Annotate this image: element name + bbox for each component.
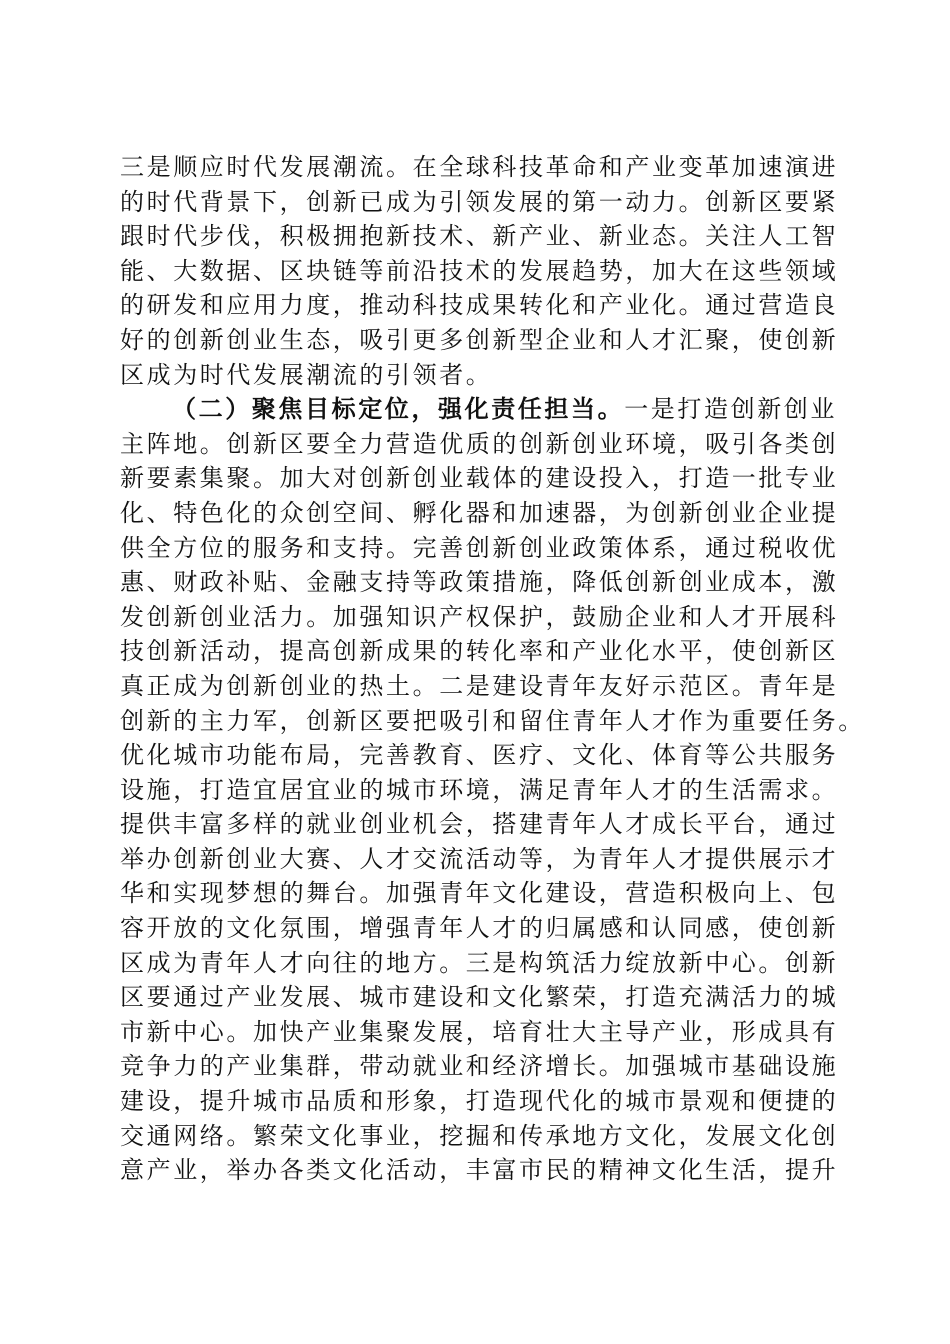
- paragraph-line: 优化城市功能布局，完善教育、医疗、文化、体育等公共服务: [120, 741, 839, 770]
- paragraph-line: 能、大数据、区块链等前沿技术的发展趋势，加大在这些领域: [120, 256, 839, 285]
- paragraph-line: 惠、财政补贴、金融支持等政策措施，降低创新创业成本，激: [120, 568, 839, 597]
- section-first-line: [120, 392, 840, 427]
- paragraph-line: 竞争力的产业集群，带动就业和经济增长。加强城市基础设施: [120, 1052, 839, 1081]
- paragraph-line: 提供丰富多样的就业创业机会，搭建青年人才成长平台，通过: [120, 810, 839, 839]
- paragraph-line: 建设，提升城市品质和形象，打造现代化的城市景观和便捷的: [120, 1087, 839, 1116]
- paragraph-line: 好的创新创业生态，吸引更多创新型企业和人才汇聚，使创新: [120, 325, 839, 354]
- paragraph-line: 意产业，举办各类文化活动，丰富市民的精神文化生活，提升: [120, 1156, 839, 1185]
- section-first-line-text: 一是打造创新创业: [624, 395, 838, 424]
- paragraph-line: 化、特色化的众创空间、孵化器和加速器，为创新创业企业提: [120, 498, 839, 527]
- paragraph-line: 举办创新创业大赛、人才交流活动等，为青年人才提供展示才: [120, 844, 839, 873]
- paragraph-line: 真正成为创新创业的热土。二是建设青年友好示范区。青年是: [120, 671, 839, 700]
- paragraph-line: 供全方位的服务和支持。完善创新创业政策体系，通过税收优: [120, 533, 839, 562]
- paragraph-line: 发创新创业活力。加强知识产权保护，鼓励企业和人才开展科: [120, 602, 839, 631]
- paragraph-line: 区要通过产业发展、城市建设和文化繁荣，打造充满活力的城: [120, 983, 839, 1012]
- paragraph-line: 区成为青年人才向往的地方。三是构筑活力绽放新中心。创新: [120, 948, 839, 977]
- paragraph-line: 跟时代步伐，积极拥抱新技术、新产业、新业态。关注人工智: [120, 222, 839, 251]
- paragraph-line: 技创新活动，提高创新成果的转化率和产业化水平，使创新区: [120, 637, 839, 666]
- paragraph-line: 区成为时代发展潮流的引领者。: [120, 360, 493, 389]
- paragraph-line: 华和实现梦想的舞台。加强青年文化建设，营造积极向上、包: [120, 879, 839, 908]
- paragraph-line: 容开放的文化氛围，增强青年人才的归属感和认同感，使创新: [120, 914, 839, 943]
- paragraph-line: 新要素集聚。加大对创新创业载体的建设投入，打造一批专业: [120, 464, 839, 493]
- paragraph-line: 市新中心。加快产业集聚发展，培育壮大主导产业，形成具有: [120, 1017, 839, 1046]
- body-text: [120, 150, 865, 1188]
- section-heading: （二）聚焦目标定位，强化责任担当。: [172, 394, 625, 424]
- paragraph-line: 主阵地。创新区要全力营造优质的创新创业环境，吸引各类创: [120, 429, 839, 458]
- paragraph-line: 的研发和应用力度，推动科技成果转化和产业化。通过营造良: [120, 291, 839, 320]
- paragraph-line: 的时代背景下，创新已成为引领发展的第一动力。创新区要紧: [120, 187, 839, 216]
- paragraph-line: 交通网络。繁荣文化事业，挖掘和传承地方文化，发展文化创: [120, 1121, 839, 1150]
- paragraph-line: 创新的主力军，创新区要把吸引和留住青年人才作为重要任务。: [120, 706, 865, 735]
- paragraph-line: 三是顺应时代发展潮流。在全球科技革命和产业变革加速演进: [120, 153, 839, 181]
- paragraph-line: 设施，打造宜居宜业的城市环境，满足青年人才的生活需求。: [120, 775, 839, 804]
